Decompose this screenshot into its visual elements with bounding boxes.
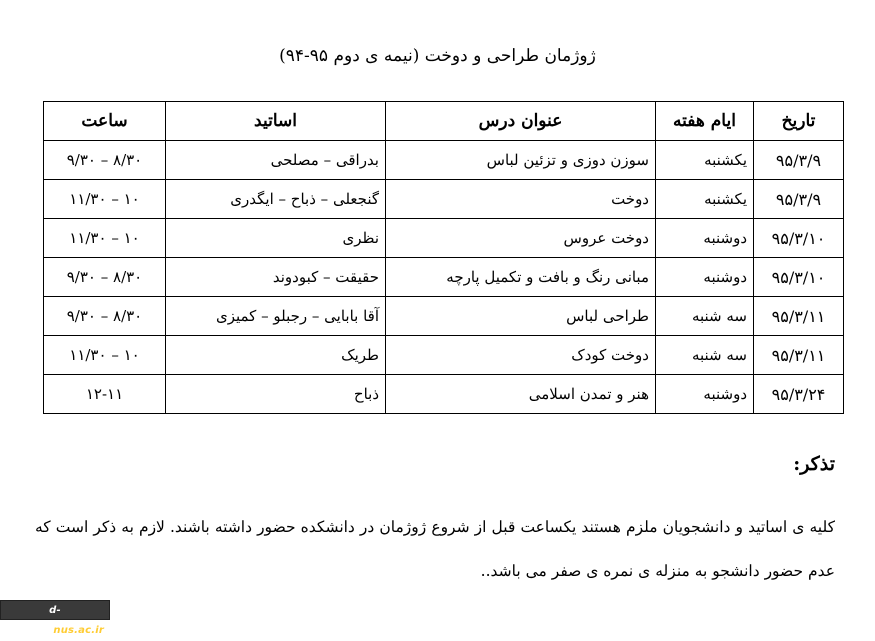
cell-day: سه شنبه [656, 297, 754, 336]
cell-date: ۹۵/۳/۱۱ [754, 336, 844, 375]
cell-time: ۱۰ – ۱۱/۳۰ [44, 219, 166, 258]
cell-course: دوخت کودک [386, 336, 656, 375]
schedule-table [43, 101, 844, 414]
cell-teachers: طریک [166, 336, 386, 375]
cell-date: ۹۵/۳/۱۱ [754, 297, 844, 336]
cell-day: دوشنبه [656, 375, 754, 414]
table-row [44, 141, 844, 180]
cell-teachers: آقا بابایی – رجبلو – کمیزی [166, 297, 386, 336]
header-date: تاریخ [754, 102, 844, 141]
table-header-row [44, 102, 844, 141]
note-heading: تذکر: [793, 453, 835, 475]
table-row [44, 180, 844, 219]
cell-time: ۸/۳۰ – ۹/۳۰ [44, 258, 166, 297]
cell-day: دوشنبه [656, 258, 754, 297]
cell-teachers: بدراقی – مصلحی [166, 141, 386, 180]
site-watermark [0, 600, 110, 636]
header-course: عنوان درس [386, 102, 656, 141]
cell-teachers: نظری [166, 219, 386, 258]
header-time: ساعت [44, 102, 166, 141]
header-day: ایام هفته [656, 102, 754, 141]
header-teachers: اساتید [166, 102, 386, 141]
cell-day: دوشنبه [656, 219, 754, 258]
cell-time: ۱۰ – ۱۱/۳۰ [44, 180, 166, 219]
cell-teachers: حقیقت – کبودوند [166, 258, 386, 297]
table-row [44, 258, 844, 297]
cell-day: یکشنبه [656, 141, 754, 180]
cell-date: ۹۵/۳/۱۰ [754, 258, 844, 297]
cell-date: ۹۵/۳/۹ [754, 180, 844, 219]
cell-course: طراحی لباس [386, 297, 656, 336]
cell-course: هنر و تمدن اسلامی [386, 375, 656, 414]
table-row [44, 219, 844, 258]
cell-day: سه شنبه [656, 336, 754, 375]
cell-time: ۸/۳۰ – ۹/۳۰ [44, 141, 166, 180]
note-body: کلیه ی اساتید و دانشجویان ملزم هستند یکساعت قبل از شروع ژوژمان در دانشکده حضور داشته باشند. لازم به ذکر است که عدم حضور دانشجو به منزله ی نمره ی صفر می باشد.. [35, 518, 835, 580]
table-row [44, 297, 844, 336]
cell-day: یکشنبه [656, 180, 754, 219]
cell-time: ۱۰ – ۱۱/۳۰ [44, 336, 166, 375]
cell-date: ۹۵/۳/۱۰ [754, 219, 844, 258]
cell-time: ۸/۳۰ – ۹/۳۰ [44, 297, 166, 336]
cell-course: سوزن دوزی و تزئین لباس [386, 141, 656, 180]
watermark-prefix: d-gonbad. [5, 605, 61, 636]
cell-date: ۹۵/۳/۲۴ [754, 375, 844, 414]
cell-course: دوخت [386, 180, 656, 219]
cell-date: ۹۵/۳/۹ [754, 141, 844, 180]
cell-teachers: ذباح [166, 375, 386, 414]
cell-course: مبانی رنگ و بافت و تکمیل پارچه [386, 258, 656, 297]
page-title: ژوژمان طراحی و دوخت (نیمه ی دوم ۹۵-۹۴) [279, 46, 596, 66]
watermark-domain: nus.ac.ir [53, 625, 105, 636]
table-row [44, 336, 844, 375]
cell-teachers: گنجعلی – ذباح – ایگدری [166, 180, 386, 219]
table-row [44, 375, 844, 414]
cell-time: ۱۲-۱۱ [44, 375, 166, 414]
cell-course: دوخت عروس [386, 219, 656, 258]
